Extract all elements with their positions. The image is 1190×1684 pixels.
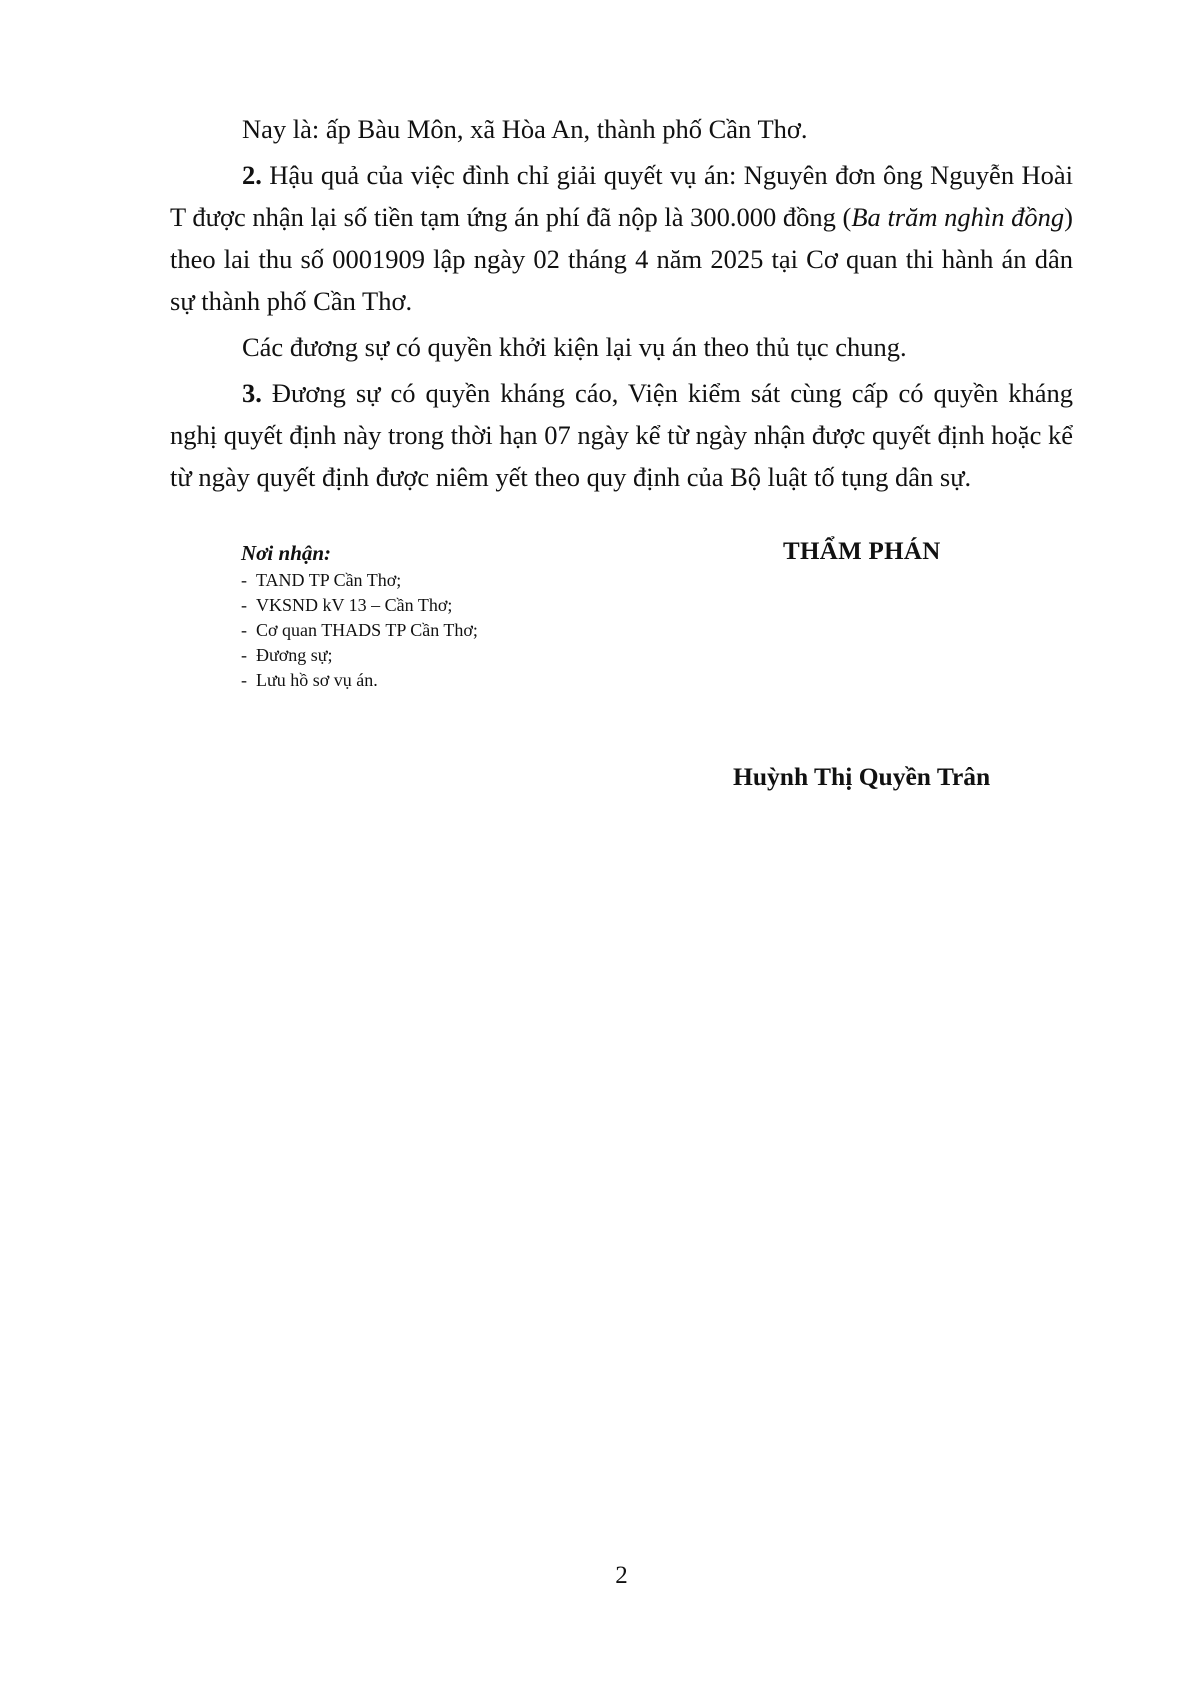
refile-paragraph — [170, 326, 1073, 368]
address-text: Nay là: ấp Bàu Môn, xã Hòa An, thành phố Cần Thơ. — [242, 114, 808, 144]
document-body — [170, 108, 1073, 502]
judge-name: Huỳnh Thị Quyền Trân — [733, 762, 991, 791]
item-3-paragraph — [170, 372, 1073, 498]
item-2-paragraph — [170, 154, 1073, 322]
item-2-amount-in-words: Ba trăm nghìn đồng — [851, 202, 1065, 232]
recipient-item: - TAND TP Cần Thơ; — [241, 568, 661, 593]
judge-title: THẨM PHÁN — [783, 538, 941, 565]
recipients-title: Nơi nhận: — [241, 541, 332, 565]
item-3-number: 3. — [242, 378, 262, 408]
item-2-text-a: Hậu quả của việc đình chỉ giải quyết vụ án: Nguyên đơn ông Nguyễn Hoài T được nhận lại số tiền tạm ứng án phí đã nộp là 300.000 đồng ( — [170, 160, 1073, 232]
address-paragraph — [170, 108, 1073, 150]
item-2-number: 2. — [242, 160, 262, 190]
recipient-item: - Đương sự; — [241, 643, 661, 668]
recipient-item: - VKSND kV 13 – Cần Thơ; — [241, 593, 661, 618]
recipients-list — [241, 568, 661, 693]
recipient-item: - Lưu hồ sơ vụ án. — [241, 668, 661, 693]
refile-text: Các đương sự có quyền khởi kiện lại vụ án theo thủ tục chung. — [242, 332, 907, 362]
item-2-text-b: ) theo lai thu số 0001909 lập ngày 02 tháng 4 năm 2025 tại Cơ quan thi hành án dân sự thành phố Cần Thơ. — [170, 202, 1073, 316]
page-number: 2 — [615, 1562, 628, 1589]
recipients-block — [241, 540, 661, 693]
recipient-item: - Cơ quan THADS TP Cần Thơ; — [241, 618, 661, 643]
item-3-text: Đương sự có quyền kháng cáo, Viện kiểm sát cùng cấp có quyền kháng nghị quyết định này trong thời hạn 07 ngày kể từ ngày nhận được quyết định hoặc kể từ ngày quyết định được niêm yết theo quy định của Bộ luật tố tụng dân sự. — [170, 378, 1073, 492]
